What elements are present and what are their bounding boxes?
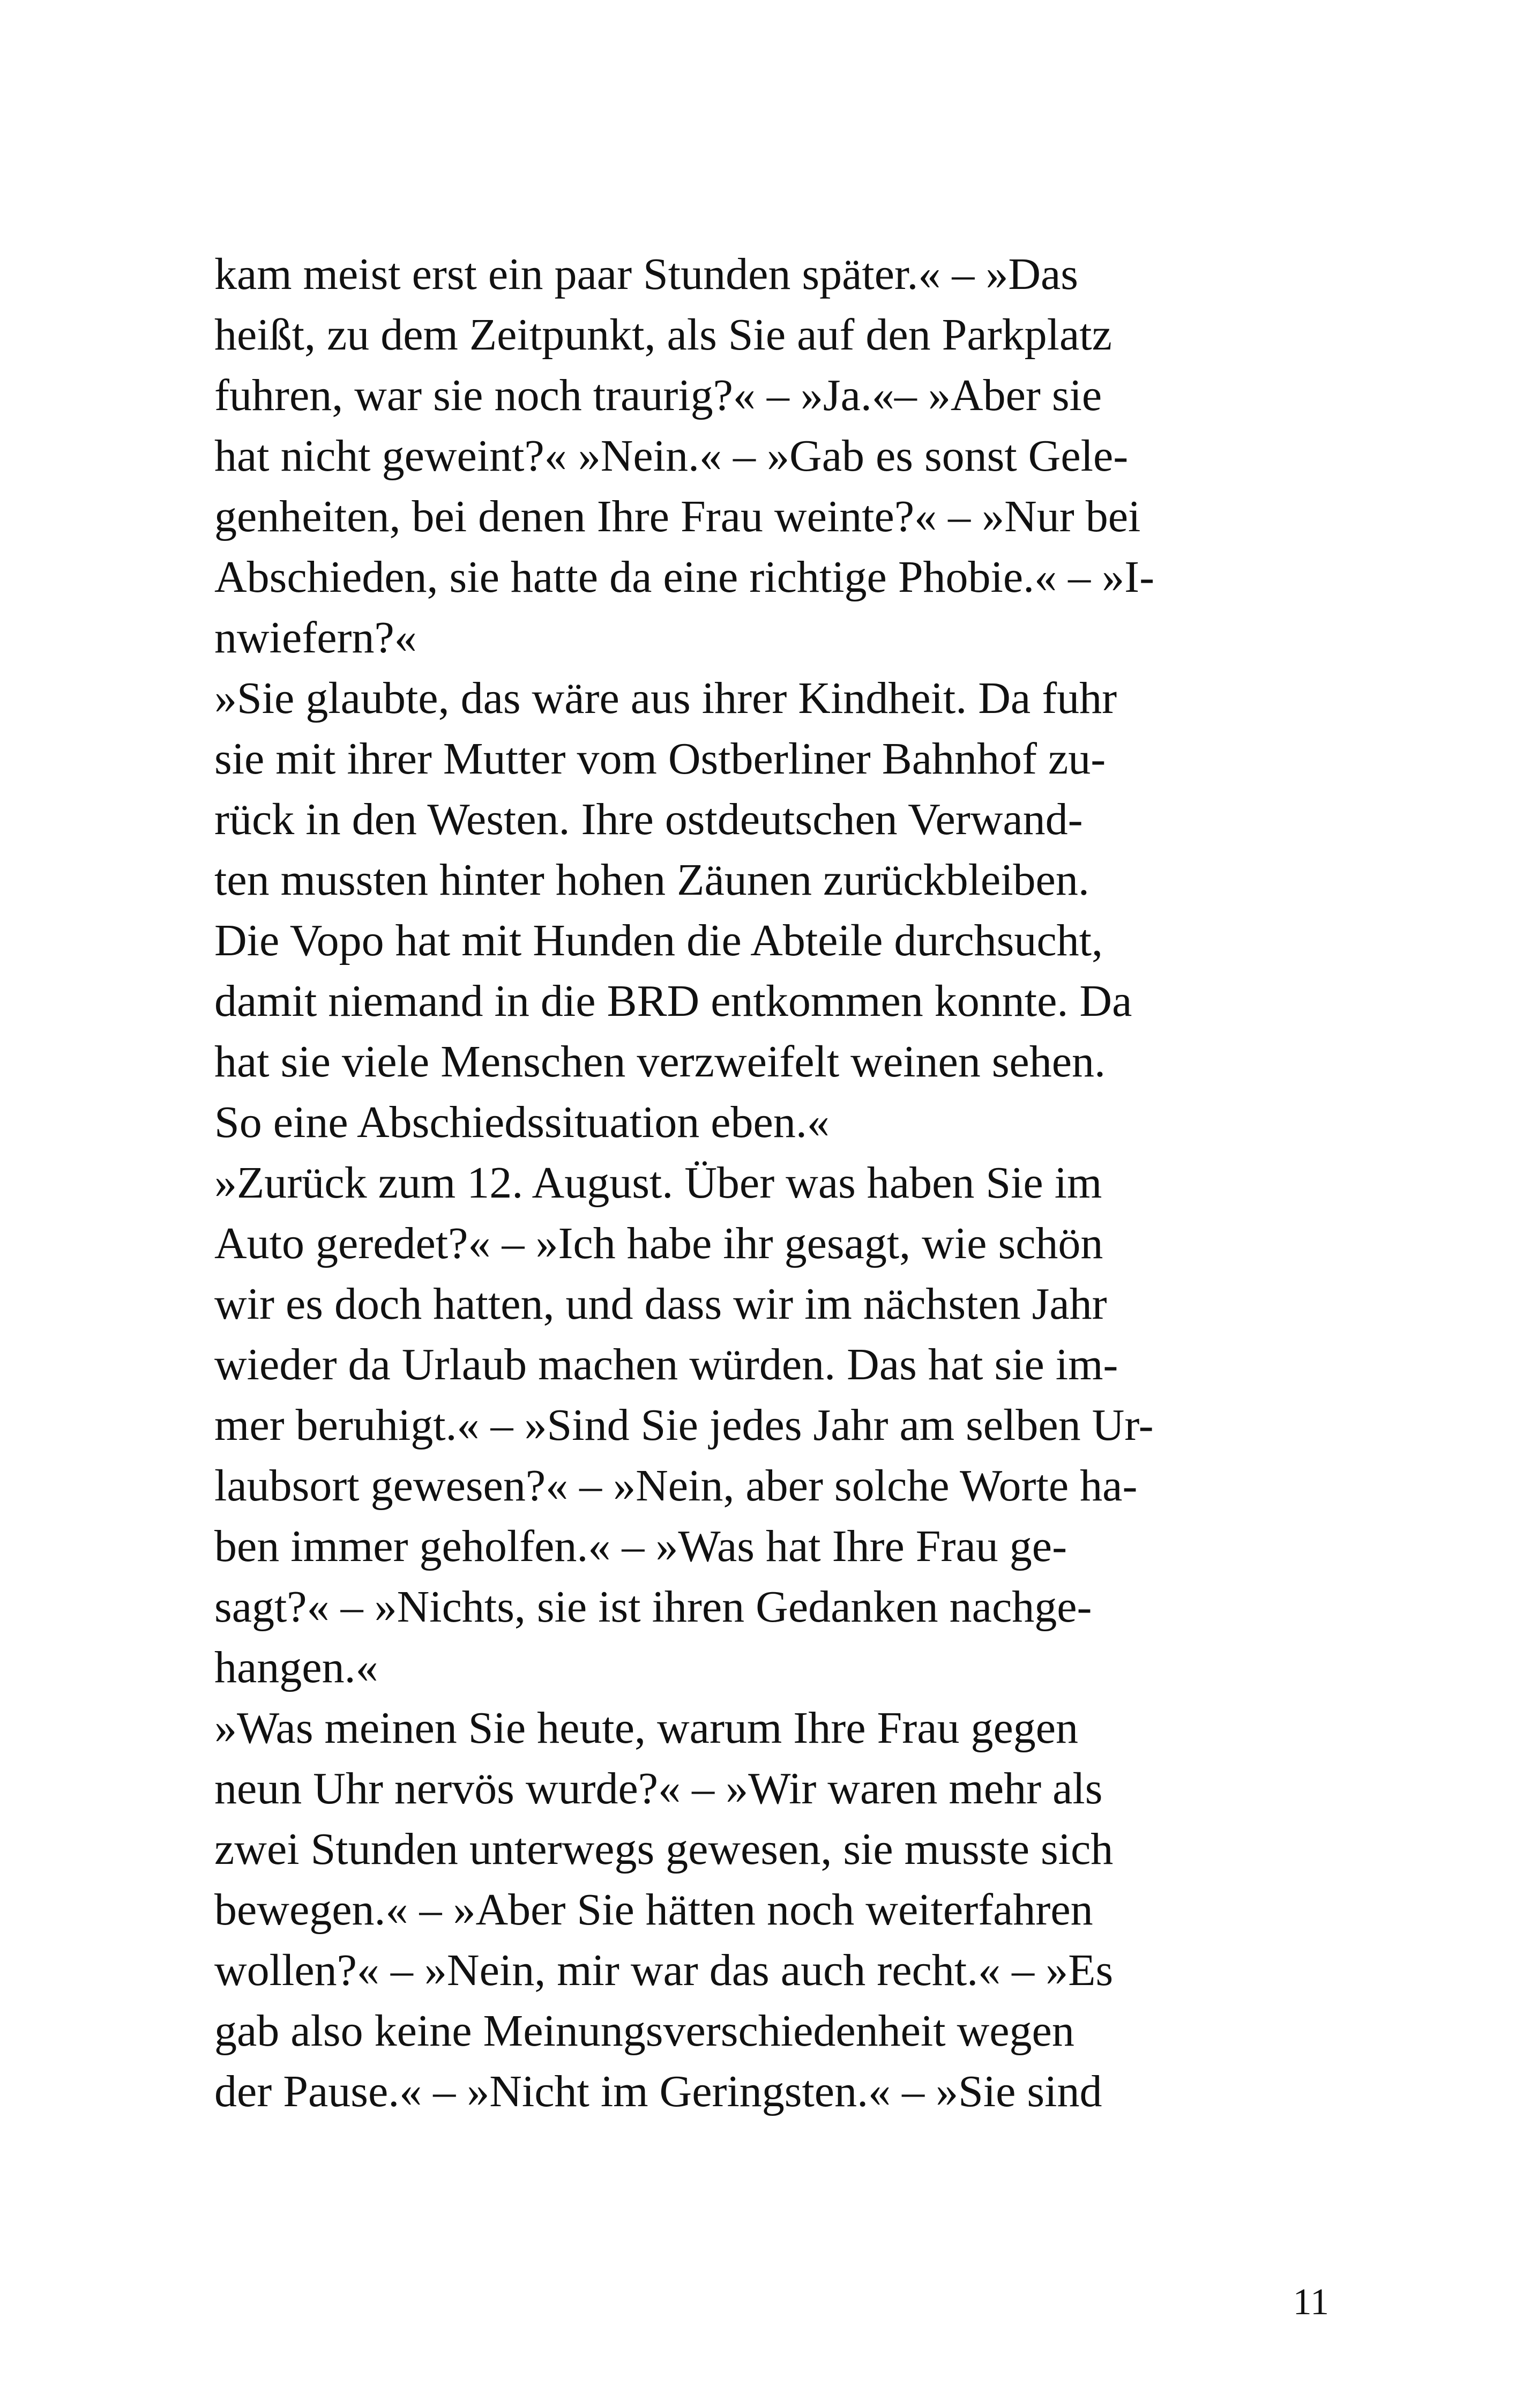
text-line: laubsort gewesen?« – »Nein, aber solche Worte ha- <box>214 1461 1138 1511</box>
text-line: gab also keine Meinungsverschiedenheit wegen <box>214 2006 1074 2056</box>
text-line: kam meist erst ein paar Stunden später.« – »Das <box>214 249 1078 299</box>
text-line: hangen.« <box>214 1643 378 1692</box>
text-line: So eine Abschiedssituation eben.« <box>214 1097 830 1147</box>
text-line: mer beruhigt.« – »Sind Sie jedes Jahr am selben Ur- <box>214 1400 1154 1450</box>
text-line: wieder da Urlaub machen würden. Das hat sie im- <box>214 1340 1118 1389</box>
text-line: genheiten, bei denen Ihre Frau weinte?« – »Nur bei <box>214 492 1141 541</box>
text-line: bewegen.« – »Aber Sie hätten noch weiterfahren <box>214 1885 1093 1935</box>
text-line: damit niemand in die BRD entkommen konnte. Da <box>214 976 1132 1026</box>
text-line: zwei Stunden unterwegs gewesen, sie musste sich <box>214 1824 1114 1874</box>
text-line: sie mit ihrer Mutter vom Ostberliner Bahnhof zu- <box>214 734 1106 784</box>
text-line: heißt, zu dem Zeitpunkt, als Sie auf den Parkplatz <box>214 310 1112 360</box>
text-line: Die Vopo hat mit Hunden die Abteile durchsucht, <box>214 916 1103 965</box>
text-line: der Pause.« – »Nicht im Geringsten.« – »Sie sind <box>214 2067 1102 2116</box>
page-number: 11 <box>1293 2281 1329 2323</box>
text-line: rück in den Westen. Ihre ostdeutschen Verwand- <box>214 794 1083 844</box>
text-line: Abschieden, sie hatte da eine richtige Phobie.« – »I- <box>214 552 1155 602</box>
body-text <box>214 244 1329 2122</box>
text-line: Auto geredet?« – »Ich habe ihr gesagt, wie schön <box>214 1218 1103 1268</box>
text-line: sagt?« – »Nichts, sie ist ihren Gedanken nachge- <box>214 1582 1092 1632</box>
text-line: »Zurück zum 12. August. Über was haben Sie im <box>214 1158 1102 1208</box>
text-line: nwiefern?« <box>214 613 417 663</box>
text-line: »Sie glaubte, das wäre aus ihrer Kindheit. Da fuhr <box>214 673 1117 723</box>
text-line: wollen?« – »Nein, mir war das auch recht.« – »Es <box>214 1945 1114 1995</box>
text-line: ten mussten hinter hohen Zäunen zurückbleiben. <box>214 855 1089 905</box>
text-line: »Was meinen Sie heute, warum Ihre Frau gegen <box>214 1703 1079 1753</box>
text-line: neun Uhr nervös wurde?« – »Wir waren mehr als <box>214 1764 1103 1814</box>
text-line: fuhren, war sie noch traurig?« – »Ja.«– »Aber sie <box>214 370 1102 420</box>
text-line: wir es doch hatten, und dass wir im nächsten Jahr <box>214 1279 1107 1329</box>
text-line: hat sie viele Menschen verzweifelt weinen sehen. <box>214 1037 1106 1087</box>
text-line: ben immer geholfen.« – »Was hat Ihre Frau ge- <box>214 1521 1067 1571</box>
text-line: hat nicht geweint?« »Nein.« – »Gab es sonst Gele- <box>214 431 1129 481</box>
